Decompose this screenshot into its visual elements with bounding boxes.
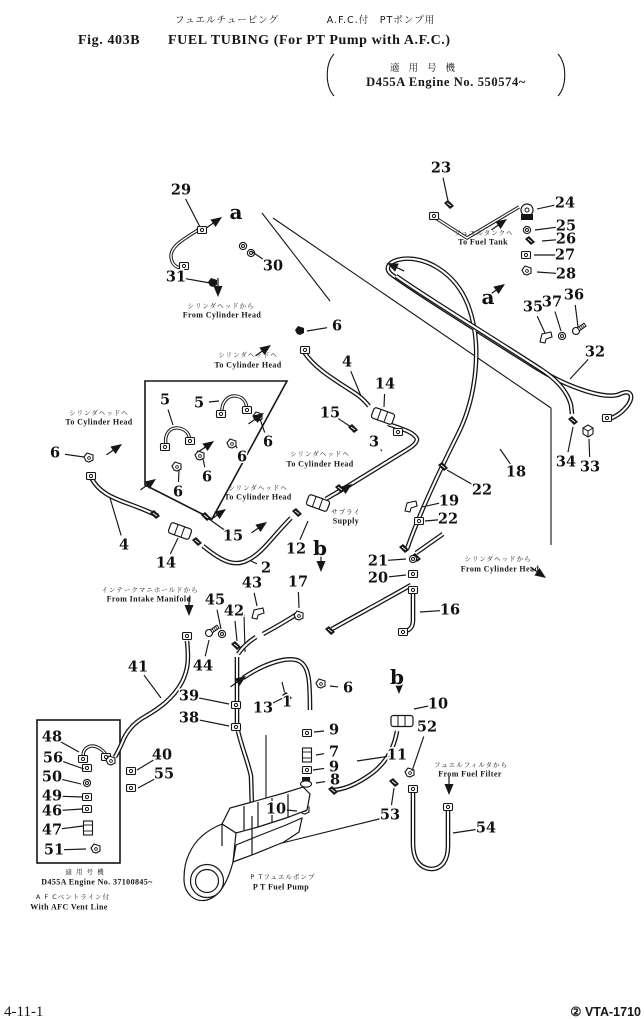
callout-40: 40 <box>151 746 173 764</box>
fitting-brk <box>540 332 552 343</box>
diagram-label: サプライ <box>331 508 361 516</box>
tube-return-inner <box>332 585 411 629</box>
leader-line-17 <box>298 592 299 608</box>
callout-3: 3 <box>368 433 380 451</box>
callout-29: 29 <box>170 181 192 199</box>
fitting-ring <box>409 555 416 562</box>
fitting-tbl <box>168 522 192 540</box>
callout-9: 9 <box>328 721 340 739</box>
leader-line-31 <box>186 279 210 283</box>
tube-from-head-stub-inner <box>416 534 443 553</box>
leader-line-16 <box>420 611 440 612</box>
connection-letter-b: b <box>313 536 327 560</box>
callout-49: 49 <box>41 787 63 805</box>
fitting-hx <box>303 767 312 774</box>
fitting-hx <box>603 415 612 422</box>
callout-6: 6 <box>172 483 184 501</box>
fitting-hx <box>183 633 192 640</box>
leader-line-28 <box>537 272 556 273</box>
callout-20: 20 <box>367 569 389 587</box>
fitting-elbk <box>295 326 304 335</box>
leader-line-18 <box>500 449 510 464</box>
leader-line-44 <box>205 640 209 656</box>
fitting-hx <box>243 407 252 414</box>
fitting-elbw <box>91 844 100 853</box>
fitting-hx <box>232 702 241 709</box>
diagram-label: From Cylinder Head <box>460 564 540 574</box>
callout-10: 10 <box>427 695 449 713</box>
fitting-hx <box>83 806 92 813</box>
callout-6: 6 <box>201 468 213 486</box>
leader-line-50 <box>62 779 81 784</box>
header-jp-subtitle: A.F.C.付 PTポンプ用 <box>326 15 436 26</box>
diagram-label: シリンダヘッドヘ <box>290 450 350 458</box>
fitting-tbl <box>391 716 413 727</box>
fitting-cyl <box>84 821 93 835</box>
flow-arrow <box>104 440 125 458</box>
callout-4: 4 <box>118 536 130 554</box>
fitting-hx <box>409 587 418 594</box>
diagram-label: シリンダヘッドヘ <box>228 484 288 492</box>
leader-line-42 <box>235 621 237 641</box>
diagram-label: P Tフュエルポンプ <box>250 873 316 881</box>
callout-19: 19 <box>438 492 460 510</box>
leader-line-14 <box>384 394 385 407</box>
leader-line-35 <box>537 316 545 333</box>
diagram-label: Supply <box>332 516 360 526</box>
diagram-label: From Cylinder Head <box>182 310 262 320</box>
fitting-hx <box>198 227 207 234</box>
diagram-label: D455A Engine No. 37100845~ <box>41 877 153 887</box>
diagram-label: From Fuel Filter <box>438 769 502 779</box>
fitting-ring <box>558 332 565 339</box>
construction-line <box>273 218 551 408</box>
tube-54-inner <box>413 791 448 869</box>
leader-line-26 <box>542 240 556 241</box>
leader-line-14 <box>170 538 178 554</box>
leader-line-7 <box>316 754 324 755</box>
fitting-tbl <box>371 407 395 425</box>
callout-27: 27 <box>554 246 576 264</box>
connection-letter-a: a <box>229 200 243 224</box>
leader-line-47 <box>62 826 83 829</box>
fitting-hx <box>83 765 92 772</box>
callout-2: 2 <box>260 559 272 577</box>
callout-50: 50 <box>41 768 63 786</box>
fitting-elbw <box>294 611 303 620</box>
tube-41-inner <box>115 641 188 757</box>
fitting-brk <box>252 608 264 619</box>
diagram-label: シリンダヘッドから <box>187 302 255 310</box>
fitting-hx <box>161 444 170 451</box>
leader-line-25 <box>535 227 556 230</box>
diagram-label: フュエルタンクヘ <box>454 229 514 237</box>
connection-letter-b: b <box>390 665 404 689</box>
fitting-blk <box>292 508 302 517</box>
fitting-bolt <box>571 322 587 336</box>
fitting-hx <box>79 756 88 763</box>
fitting-blk <box>389 778 399 787</box>
fitting-ring <box>239 242 246 249</box>
paren-right <box>558 54 565 96</box>
connection-letter-a: a <box>481 285 495 309</box>
leader-line-46 <box>62 809 82 810</box>
page-number: 4-11-1 <box>4 1004 44 1019</box>
callout-18: 18 <box>505 463 527 481</box>
callout-23: 23 <box>430 159 452 177</box>
callout-47: 47 <box>41 821 63 839</box>
callout-32: 32 <box>584 343 606 361</box>
callout-31: 31 <box>165 268 187 286</box>
applicability-engine-no: D455A Engine No. 550574~ <box>366 75 526 89</box>
fitting-elbw <box>106 756 115 765</box>
fitting-asm <box>301 777 312 787</box>
leader-line-4 <box>110 498 121 535</box>
callout-5: 5 <box>193 394 205 412</box>
header-jp-title: フュエルチュービング <box>174 15 280 26</box>
leader-line-8 <box>316 782 325 783</box>
fitting-cyl <box>303 748 312 762</box>
flow-arrow <box>249 518 270 536</box>
diagram-label: シリンダヘッドから <box>464 555 532 563</box>
leader-line-6 <box>330 686 338 687</box>
callout-15: 15 <box>319 404 341 422</box>
callout-9: 9 <box>328 758 340 776</box>
fitting-hx <box>430 213 439 220</box>
leader-line-23 <box>443 178 448 201</box>
footer <box>4 1004 641 1019</box>
leader-line-20 <box>388 575 406 577</box>
callout-52: 52 <box>416 718 438 736</box>
callout-24: 24 <box>554 194 576 212</box>
figure-title: FUEL TUBING (For PT Pump with A.F.C.) <box>168 33 451 48</box>
fitting-elbw <box>522 266 531 275</box>
callout-43: 43 <box>241 574 263 592</box>
leader-line-53 <box>391 788 394 805</box>
fitting-hx <box>83 794 92 801</box>
leader-line-5 <box>209 401 219 402</box>
fitting-hx <box>409 786 418 793</box>
leader-line-3 <box>381 449 382 451</box>
fitting-ring <box>83 779 90 786</box>
leader-line-37 <box>555 312 561 331</box>
leader-line-41 <box>144 675 161 698</box>
leader-line-48 <box>61 742 79 752</box>
fitting-hx <box>232 724 241 731</box>
leader-line-9 <box>314 731 324 732</box>
callout-36: 36 <box>563 286 585 304</box>
leader-line-12 <box>300 521 308 540</box>
leader-line-36 <box>575 305 578 327</box>
callout-4: 4 <box>341 353 353 371</box>
callout-1: 1 <box>281 693 293 711</box>
diagram-label: To Cylinder Head <box>286 459 354 469</box>
fitting-hx <box>303 730 312 737</box>
fitting-elbw <box>195 451 204 460</box>
fitting-hx <box>409 571 418 578</box>
fitting-circ <box>521 204 533 220</box>
fitting-elbw <box>227 439 236 448</box>
tube-4-upper <box>304 352 369 406</box>
diagram-label: From Intake Manifold <box>106 594 192 604</box>
diagram-label: With AFC Vent Line <box>30 902 108 912</box>
leader-line-6 <box>307 328 327 331</box>
doc-code: ② VTA-1710 <box>570 1005 641 1019</box>
callout-25: 25 <box>555 217 577 235</box>
fitting-blk <box>444 200 454 209</box>
fitting-ring <box>218 630 225 637</box>
fitting-blk <box>192 537 202 546</box>
diagram-label: To Cylinder Head <box>224 492 292 502</box>
fitting-elbw <box>316 679 325 688</box>
callout-41: 41 <box>127 658 149 676</box>
leader-line-54 <box>453 829 476 833</box>
leader-line-39 <box>199 698 229 704</box>
leader-line-51 <box>64 849 86 850</box>
callout-33: 33 <box>579 458 601 476</box>
callout-39: 39 <box>178 687 200 705</box>
fitting-ring <box>523 226 530 233</box>
callout-21: 21 <box>367 552 389 570</box>
paren-left <box>327 54 334 96</box>
diagram-label: インテークマニホールドから <box>101 586 199 594</box>
callout-14: 14 <box>155 554 177 572</box>
callout-7: 7 <box>328 743 340 761</box>
callout-34: 34 <box>555 453 577 471</box>
callout-51: 51 <box>43 841 65 859</box>
diagram-label: A F Cベントライン付 <box>35 893 111 901</box>
leader-line-34 <box>568 427 573 452</box>
callout-5: 5 <box>159 391 171 409</box>
leader-line-6 <box>65 454 84 457</box>
leader-line-9 <box>313 768 324 770</box>
diagram-label: シリンダヘッドヘ <box>218 351 278 359</box>
leader-line-5 <box>168 410 173 425</box>
header <box>78 14 565 96</box>
tube-54 <box>413 791 448 869</box>
leader-line-22 <box>447 470 473 485</box>
callout-6: 6 <box>342 679 354 697</box>
diagram-label: シリンダヘッドヘ <box>69 409 129 417</box>
leader-line-29 <box>186 199 200 227</box>
callout-30: 30 <box>262 257 284 275</box>
leader-line-10 <box>414 706 428 709</box>
applicability-jp: 適 用 号 機 <box>389 63 459 74</box>
fitting-bolt <box>204 624 220 638</box>
leader-line-6 <box>178 470 179 482</box>
callout-16: 16 <box>439 601 461 619</box>
callout-37: 37 <box>541 293 563 311</box>
callout-54: 54 <box>475 819 497 837</box>
fitting-hx <box>399 629 408 636</box>
leader-line-22 <box>425 520 438 521</box>
leader-line-1 <box>282 682 285 692</box>
callout-28: 28 <box>555 265 577 283</box>
fitting-blk <box>525 236 535 245</box>
fitting-cube <box>583 425 593 437</box>
callout-22: 22 <box>471 481 493 499</box>
callout-8: 8 <box>329 771 341 789</box>
figure-number: Fig. 403B <box>78 33 141 48</box>
leader-line-32 <box>570 359 588 379</box>
callout-45: 45 <box>204 591 226 609</box>
callout-55: 55 <box>153 765 175 783</box>
fitting-hx <box>127 768 136 775</box>
fitting-hx <box>394 429 403 436</box>
callout-6: 6 <box>49 444 61 462</box>
fitting-hx <box>415 518 424 525</box>
tube-18-inner <box>388 259 631 549</box>
diagram-label: フュエルフィルタから <box>434 761 508 769</box>
callout-6: 6 <box>236 448 248 466</box>
callout-46: 46 <box>41 802 63 820</box>
callout-10: 10 <box>265 800 287 818</box>
diagram-label: To Cylinder Head <box>214 360 282 370</box>
fitting-elbw <box>84 453 93 462</box>
leader-line-6 <box>203 459 205 467</box>
fitting-blk <box>568 416 578 425</box>
callout-53: 53 <box>379 806 401 824</box>
leader-line-24 <box>537 205 555 209</box>
flow-arrow <box>445 776 454 795</box>
fitting-elbw <box>172 462 181 471</box>
fitting-hx <box>127 785 136 792</box>
diagram-label: To Cylinder Head <box>65 417 133 427</box>
tube-41 <box>115 641 188 757</box>
leader-line-38 <box>199 720 229 726</box>
fitting-hx <box>301 347 310 354</box>
fitting-hx <box>444 804 453 811</box>
leader-line-52 <box>412 736 424 771</box>
callout-15: 15 <box>222 527 244 545</box>
callout-13: 13 <box>252 699 274 717</box>
callout-38: 38 <box>178 709 200 727</box>
leader-line-15 <box>338 419 351 427</box>
fitting-hx <box>87 473 96 480</box>
callout-6: 6 <box>331 317 343 335</box>
callout-11: 11 <box>386 746 408 764</box>
callout-48: 48 <box>41 728 63 746</box>
callout-6: 6 <box>262 433 274 451</box>
callout-22: 22 <box>437 510 459 528</box>
callout-44: 44 <box>192 657 214 675</box>
callout-17: 17 <box>287 573 309 591</box>
leader-line-33 <box>589 439 590 457</box>
diagram-label: 適 用 号 機 <box>65 868 105 876</box>
callout-12: 12 <box>285 540 307 558</box>
fitting-hx <box>522 252 531 259</box>
fitting-hx <box>186 438 195 445</box>
callout-35: 35 <box>522 298 544 316</box>
leader-line-2 <box>251 561 257 564</box>
leader-line-21 <box>388 559 406 560</box>
diagram-label: To Fuel Tank <box>458 237 508 247</box>
callout-26: 26 <box>555 230 577 248</box>
diagram-label: P T Fuel Pump <box>252 882 310 892</box>
leader-line-43 <box>254 593 257 606</box>
callout-42: 42 <box>223 602 245 620</box>
leader-line-49 <box>62 796 82 797</box>
callout-56: 56 <box>42 749 64 767</box>
leader-line-55 <box>138 779 155 788</box>
fitting-brk <box>405 501 417 512</box>
callout-14: 14 <box>374 375 396 393</box>
fitting-hx <box>217 411 226 418</box>
